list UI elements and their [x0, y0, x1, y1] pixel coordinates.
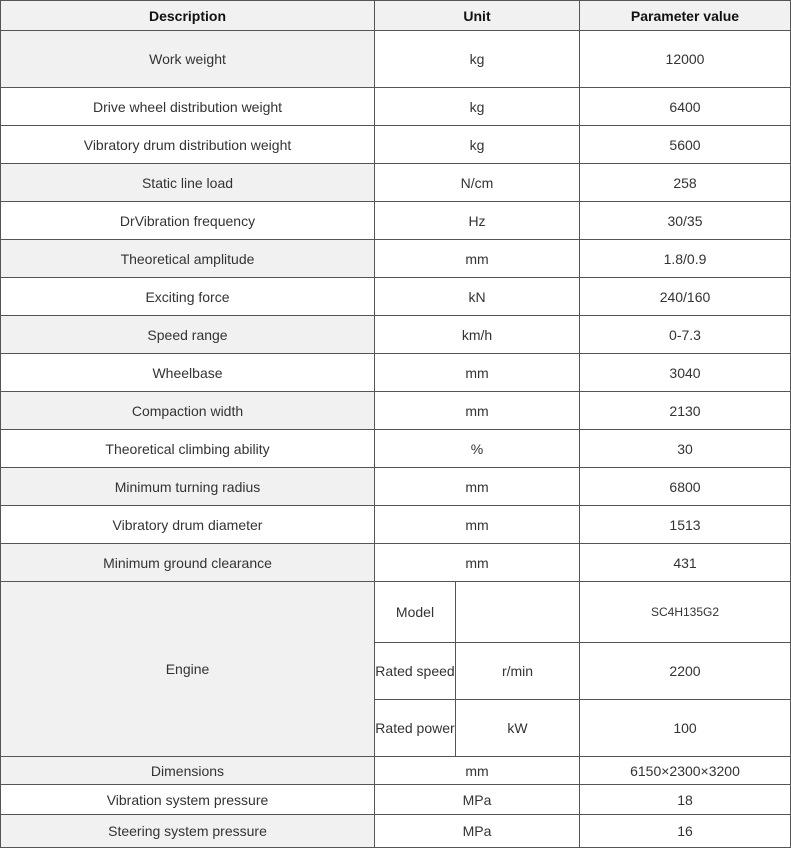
- table-row: [1, 126, 791, 164]
- row-unit: N/cm: [375, 164, 580, 202]
- row-description: Vibratory drum distribution weight: [1, 126, 375, 164]
- table-row: [1, 392, 791, 430]
- row-value: 0-7.3: [580, 316, 791, 354]
- row-value: 18: [580, 785, 791, 815]
- row-description: Compaction width: [1, 392, 375, 430]
- table-row: [1, 31, 791, 88]
- row-unit: kN: [375, 278, 580, 316]
- row-description: Minimum ground clearance: [1, 544, 375, 582]
- row-unit: MPa: [375, 815, 580, 848]
- row-unit: mm: [375, 354, 580, 392]
- table-row: [1, 278, 791, 316]
- table-row: [1, 354, 791, 392]
- row-description: Vibratory drum diameter: [1, 506, 375, 544]
- row-value: 2130: [580, 392, 791, 430]
- row-unit: mm: [375, 544, 580, 582]
- row-description: Minimum turning radius: [1, 468, 375, 506]
- engine-sub-unit: r/min: [456, 643, 580, 700]
- table-row: [1, 88, 791, 126]
- row-unit: %: [375, 430, 580, 468]
- table-row: [1, 240, 791, 278]
- engine-sub-unit: [456, 582, 580, 643]
- table-row: [1, 468, 791, 506]
- row-value: 6400: [580, 88, 791, 126]
- engine-sub-unit: kW: [456, 700, 580, 757]
- row-unit: mm: [375, 468, 580, 506]
- engine-sub-value: 2200: [580, 643, 791, 700]
- table-row: [1, 785, 791, 815]
- table-row: [1, 202, 791, 240]
- row-value: 1513: [580, 506, 791, 544]
- header-description: Description: [1, 1, 375, 31]
- table-row: [1, 815, 791, 848]
- row-value: 5600: [580, 126, 791, 164]
- table-row: [1, 316, 791, 354]
- row-value: 30: [580, 430, 791, 468]
- row-unit: mm: [375, 757, 580, 785]
- table-row: [1, 506, 791, 544]
- row-unit: Hz: [375, 202, 580, 240]
- row-value: 6150×2300×3200: [580, 757, 791, 785]
- header-parameter-value: Parameter value: [580, 1, 791, 31]
- row-value: 431: [580, 544, 791, 582]
- row-unit: kg: [375, 88, 580, 126]
- row-unit: kg: [375, 31, 580, 88]
- row-description: Vibration system pressure: [1, 785, 375, 815]
- engine-sub-name: Model: [375, 582, 456, 643]
- row-description: Theoretical climbing ability: [1, 430, 375, 468]
- row-value: 1.8/0.9: [580, 240, 791, 278]
- engine-sub-name: Rated speed: [375, 643, 456, 700]
- engine-sub-value: 100: [580, 700, 791, 757]
- engine-sub-value: SC4H135G2: [580, 582, 791, 643]
- row-description: Theoretical amplitude: [1, 240, 375, 278]
- row-unit: mm: [375, 240, 580, 278]
- table-row: [1, 544, 791, 582]
- table-row: [1, 430, 791, 468]
- row-value: 16: [580, 815, 791, 848]
- row-value: 6800: [580, 468, 791, 506]
- row-description: Static line load: [1, 164, 375, 202]
- row-value: 3040: [580, 354, 791, 392]
- row-value: 12000: [580, 31, 791, 88]
- engine-row-model: [1, 582, 791, 643]
- row-value: 30/35: [580, 202, 791, 240]
- table-row: [1, 164, 791, 202]
- row-description: DrVibration frequency: [1, 202, 375, 240]
- row-description: Speed range: [1, 316, 375, 354]
- row-unit: km/h: [375, 316, 580, 354]
- row-unit: MPa: [375, 785, 580, 815]
- engine-label: Engine: [1, 582, 375, 757]
- row-description: Drive wheel distribution weight: [1, 88, 375, 126]
- row-description: Dimensions: [1, 757, 375, 785]
- row-description: Work weight: [1, 31, 375, 88]
- row-description: Exciting force: [1, 278, 375, 316]
- engine-sub-name: Rated power: [375, 700, 456, 757]
- header-row: [1, 1, 791, 31]
- row-unit: kg: [375, 126, 580, 164]
- table-row: [1, 757, 791, 785]
- row-description: Wheelbase: [1, 354, 375, 392]
- row-unit: mm: [375, 506, 580, 544]
- header-unit: Unit: [375, 1, 580, 31]
- row-description: Steering system pressure: [1, 815, 375, 848]
- row-value: 240/160: [580, 278, 791, 316]
- row-value: 258: [580, 164, 791, 202]
- row-unit: mm: [375, 392, 580, 430]
